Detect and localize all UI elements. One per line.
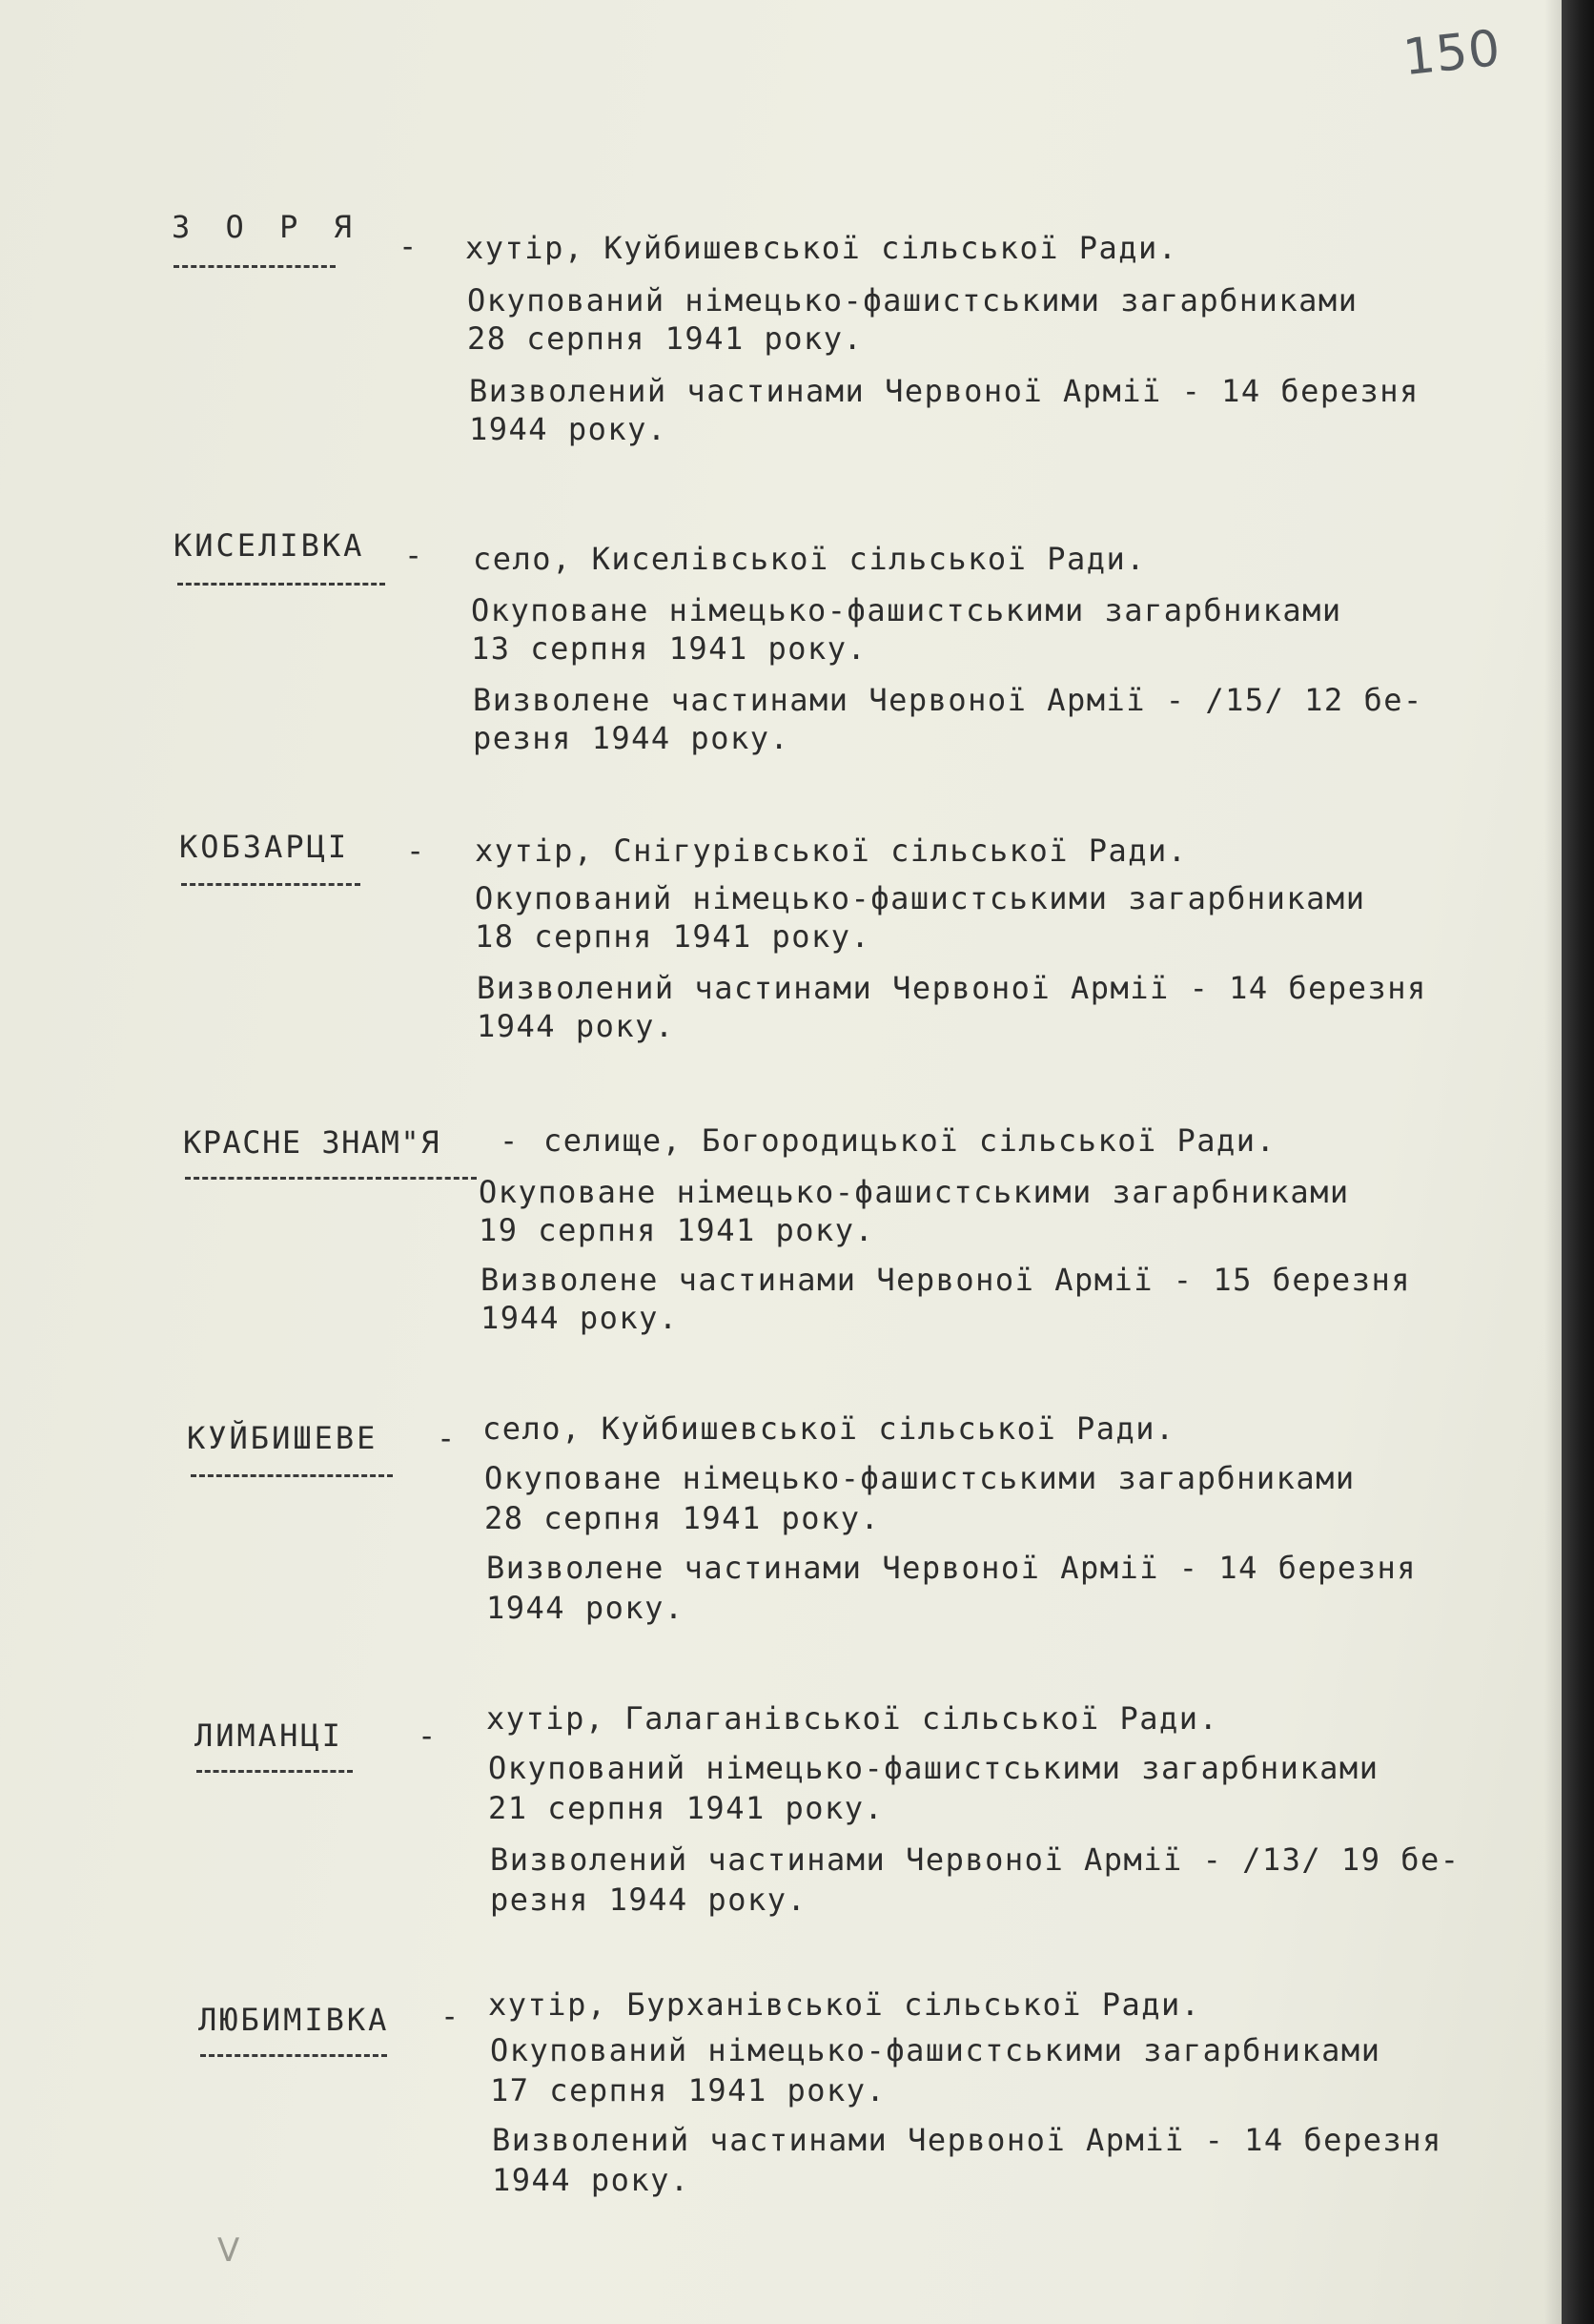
entry-name: ЛИМАНЦІ bbox=[194, 1717, 343, 1754]
occupied-line: Окупований німецько-фашистськими загарбниками bbox=[488, 1750, 1379, 1786]
name-underline bbox=[191, 1474, 393, 1477]
liberated-date: 1944 року. bbox=[492, 2162, 690, 2198]
entry-status: село, Киселівської сільської Ради. bbox=[473, 541, 1147, 577]
name-underline bbox=[196, 1770, 353, 1773]
entry-dash: - bbox=[406, 833, 426, 869]
entry-dash: - bbox=[500, 1122, 520, 1159]
entry-status: селище, Богородицької сільської Ради. bbox=[543, 1122, 1277, 1159]
liberated-line: Визволене частинами Червоної Армії - 15 березня bbox=[480, 1262, 1411, 1298]
liberated-line: Визволене частинами Червоної Армії - 14 березня bbox=[486, 1550, 1417, 1586]
name-underline bbox=[185, 1177, 477, 1180]
occupied-date: 13 серпня 1941 року. bbox=[471, 630, 868, 667]
occupied-line: Окуповане німецько-фашистськими загарбниками bbox=[479, 1174, 1350, 1210]
entry-status: хутір, Бурханівської сільської Ради. bbox=[488, 1986, 1201, 2023]
entry-status: село, Куйбишевської сільської Ради. bbox=[482, 1410, 1175, 1447]
name-underline bbox=[174, 265, 336, 268]
liberated-line: Визволений частинами Червоної Армії - /13/ 19 бе- bbox=[490, 1841, 1461, 1878]
occupied-line: Окуповане німецько-фашистськими загарбниками bbox=[484, 1460, 1356, 1496]
occupied-date: 28 серпня 1941 року. bbox=[484, 1500, 881, 1536]
occupied-date: 28 серпня 1941 року. bbox=[467, 320, 864, 357]
liberated-line: Визволений частинами Червоної Армії - 14 березня bbox=[469, 373, 1420, 409]
occupied-line: Окупований німецько-фашистськими загарбниками bbox=[467, 282, 1359, 319]
liberated-date: резня 1944 року. bbox=[473, 720, 790, 756]
entry-name: ЛЮБИМІВКА bbox=[198, 2002, 390, 2038]
liberated-date: резня 1944 року. bbox=[490, 1882, 807, 1918]
liberated-line: Визволений частинами Червоної Армії - 14 березня bbox=[477, 970, 1427, 1006]
liberated-date: 1944 року. bbox=[486, 1590, 685, 1626]
margin-checkmark: V bbox=[217, 2231, 240, 2270]
occupied-line: Окупований німецько-фашистськими загарбниками bbox=[490, 2032, 1381, 2068]
entry-dash: - bbox=[440, 1998, 460, 2034]
entry-dash: - bbox=[398, 228, 419, 264]
name-underline bbox=[200, 2054, 387, 2057]
entry-name: КУЙБИШЕВЕ bbox=[187, 1420, 378, 1456]
liberated-date: 1944 року. bbox=[477, 1008, 675, 1044]
entry-dash: - bbox=[404, 537, 424, 573]
entry-name: З О Р Я bbox=[172, 209, 360, 245]
liberated-line: Визволене частинами Червоної Армії - /15/ 12 бе- bbox=[473, 682, 1423, 718]
entry-name: КИСЕЛІВКА bbox=[174, 527, 365, 564]
entry-name: КРАСНЕ ЗНАМ"Я bbox=[183, 1124, 440, 1161]
liberated-line: Визволений частинами Червоної Армії - 14 березня bbox=[492, 2122, 1442, 2158]
page-number: 150 bbox=[1400, 19, 1504, 88]
name-underline bbox=[177, 583, 385, 586]
occupied-date: 17 серпня 1941 року. bbox=[490, 2072, 887, 2108]
name-underline bbox=[181, 883, 360, 886]
occupied-date: 18 серпня 1941 року. bbox=[475, 918, 871, 955]
occupied-line: Окуповане німецько-фашистськими загарбниками bbox=[471, 592, 1342, 628]
liberated-date: 1944 року. bbox=[480, 1300, 679, 1336]
entry-status: хутір, Галаганівської сільської Ради. bbox=[486, 1700, 1219, 1737]
entry-dash: - bbox=[418, 1717, 438, 1754]
scanner-edge bbox=[1562, 0, 1594, 2324]
occupied-date: 21 серпня 1941 року. bbox=[488, 1790, 885, 1826]
liberated-date: 1944 року. bbox=[469, 411, 667, 447]
entry-dash: - bbox=[437, 1420, 457, 1456]
occupied-line: Окупований німецько-фашистськими загарбниками bbox=[475, 880, 1366, 916]
entry-status: хутір, Снігурівської сільської Ради. bbox=[475, 833, 1188, 869]
occupied-date: 19 серпня 1941 року. bbox=[479, 1212, 875, 1248]
entry-name: КОБЗАРЦІ bbox=[179, 829, 350, 865]
entry-status: хутір, Куйбишевської сільської Ради. bbox=[465, 230, 1178, 266]
